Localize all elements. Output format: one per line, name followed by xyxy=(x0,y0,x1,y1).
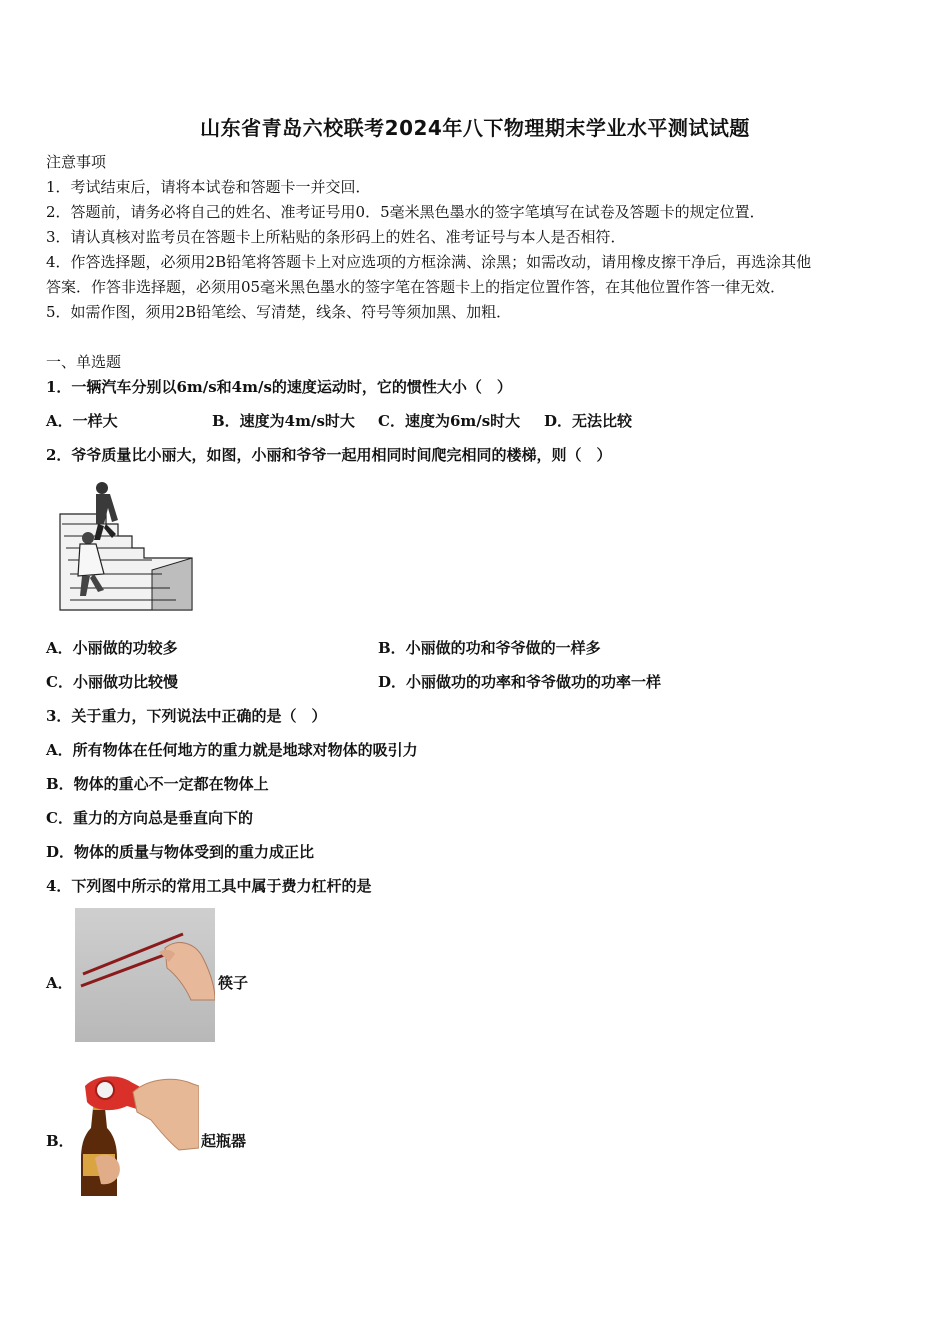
q4-option-a-letter: A． xyxy=(46,974,73,992)
q3-option-b: B．物体的重心不一定都在物体上 xyxy=(46,775,269,793)
notice-item-4-cont: 答案．作答非选择题，必须用05毫米黑色墨水的签字笔在答题卡上的指定位置作答，在其他位置作答一律无效． xyxy=(46,278,786,296)
q2-option-b: B．小丽做的功和爷爷做的一样多 xyxy=(378,639,601,657)
chopsticks-image xyxy=(75,908,215,1042)
q3-option-d: D．物体的质量与物体受到的重力成正比 xyxy=(46,843,315,861)
stairs-figure xyxy=(52,478,198,614)
q2-option-c: C．小丽做功比较慢 xyxy=(46,673,178,691)
q3-option-c: C．重力的方向总是垂直向下的 xyxy=(46,809,253,827)
q3-stem: 3．关于重力，下列说法中正确的是（ ） xyxy=(46,707,327,725)
q2-option-a: A．小丽做的功较多 xyxy=(46,639,178,657)
q1-option-b: B．速度为4m/s时大 xyxy=(212,412,355,430)
notice-item-1: 1．考试结束后，请将本试卷和答题卡一并交回． xyxy=(46,178,371,196)
q4-stem: 4．下列图中所示的常用工具中属于费力杠杆的是 xyxy=(46,877,372,895)
notice-item-5: 5．如需作图，须用2B铅笔绘、写清楚，线条、符号等须加黑、加粗． xyxy=(46,303,512,321)
notice-item-2: 2．答题前，请务必将自己的姓名、准考证号用0．5毫米黑色墨水的签字笔填写在试卷及答题卡的规定位置． xyxy=(46,203,765,221)
q4-option-a-caption: 筷子 xyxy=(218,974,249,992)
q1-option-c: C．速度为6m/s时大 xyxy=(378,412,521,430)
q1-option-a: A．一样大 xyxy=(46,412,118,430)
section-heading: 一、单选题 xyxy=(46,353,122,371)
bottle-opener-image xyxy=(75,1068,199,1198)
notice-item-3: 3．请认真核对监考员在答题卡上所粘贴的条形码上的姓名、准考证号与本人是否相符． xyxy=(46,228,626,246)
q4-option-b-letter: B． xyxy=(46,1132,74,1150)
q2-option-d: D．小丽做功的功率和爷爷做功的功率一样 xyxy=(378,673,662,691)
page-title: 山东省青岛六校联考2024年八下物理期末学业水平测试试题 xyxy=(200,116,750,140)
q3-option-a: A．所有物体在任何地方的重力就是地球对物体的吸引力 xyxy=(46,741,418,759)
q1-stem: 1．一辆汽车分别以6m/s和4m/s的速度运动时，它的惯性大小（ ） xyxy=(46,378,512,396)
q4-option-b-caption: 起瓶器 xyxy=(201,1132,247,1150)
q1-option-d: D．无法比较 xyxy=(544,412,633,430)
notice-item-4: 4．作答选择题，必须用2B铅笔将答题卡上对应选项的方框涂满、涂黑；如需改动，请用橡皮擦干净后，再选涂其他 xyxy=(46,253,812,271)
q2-stem: 2．爷爷质量比小丽大，如图，小丽和爷爷一起用相同时间爬完相同的楼梯，则（ ） xyxy=(46,446,612,464)
notice-heading: 注意事项 xyxy=(46,153,107,171)
